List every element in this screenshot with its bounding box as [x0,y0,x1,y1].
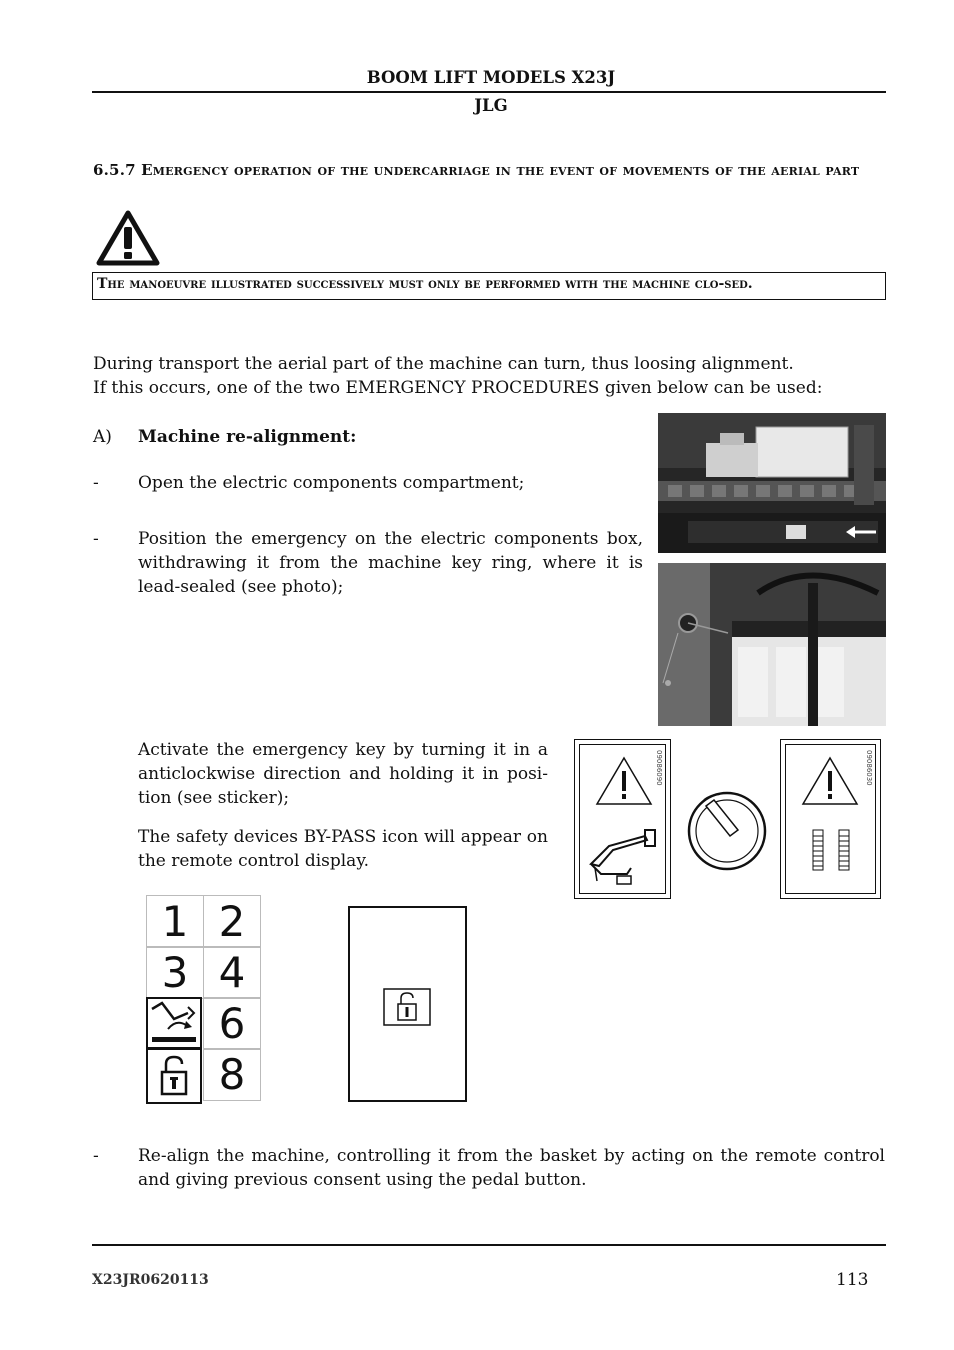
item-a-letter: A) [93,427,112,447]
warning-box: The manoeuvre illustrated successively must only be performed with the machine clo-sed. [92,272,886,300]
grid-cell-1: 1 [146,895,204,948]
grid-cell-bypass-icon [146,1048,202,1104]
boom-rotation-icon [148,999,200,1047]
grid-cell-boom-icon [146,997,202,1049]
item-a-title: Machine re-alignment: [138,427,357,447]
bypass-padlock-icon [148,1050,200,1102]
photo-electric-compartment [658,413,886,553]
header-model: BOOM LIFT MODELS X23J [366,68,616,87]
sticker-right-warning-icon [801,756,859,806]
photo-key-ring [658,563,886,726]
sticker-right-code: 09086030 [865,750,873,786]
grid-cell-6: 6 [203,997,261,1050]
section-title: 6.5.7 Emergency operation of the undercarriage in the event of movements of the aerial part [93,161,860,179]
emergency-key-dial-icon [686,790,768,872]
header-brand: JLG [474,96,508,115]
step-2-text: Position the emergency on the electric components box, withdrawing it from the machine key ring, where it is lead-sealed (see photo); [138,529,643,597]
footer-doc-code: X23JR0620113 [92,1272,209,1288]
step-1-text: Open the electric components compartment; [138,473,525,493]
sticker-left [574,739,671,899]
footer-page-number: 113 [836,1270,869,1290]
remote-display-grid [146,895,262,1103]
step-2-dash: - [93,529,99,549]
intro-line-2: If this occurs, one of the two EMERGENCY PROCEDURES given below can be used: [93,378,823,398]
grid-cell-8: 8 [203,1048,261,1101]
grid-cell-4: 4 [203,946,261,999]
header-rule [92,91,886,93]
sticker-left-warning-icon [595,756,653,806]
photo-key-ring-graphic [658,563,886,726]
intro-paragraph [93,352,885,400]
grid-cell-3: 3 [146,946,204,999]
step-5-text: Re-align the machine, controlling it from the basket by acting on the remote control and giving previous consent using the pedal button. [138,1146,885,1190]
sticker-left-code: 09086090 [655,750,663,786]
step-4-text: The safety devices BY-PASS icon will appear on the remote control display. [138,827,548,871]
machine-boom-icon [587,826,661,888]
intro-line-1: During transport the aerial part of the machine can turn, thus loosing alignment. [93,354,794,374]
display-padlock-icon [383,988,431,1026]
footer-rule [92,1244,886,1246]
photo-electric-compartment-graphic [658,413,886,553]
remote-display-panel [348,906,467,1102]
warning-triangle-icon [96,210,160,266]
grid-cell-2: 2 [203,895,261,948]
step-5-dash: - [93,1146,99,1166]
step-1-dash: - [93,473,99,493]
sticker-right [780,739,881,899]
step-3-text: Activate the emergency key by turning it in a anticlockwise direction and holding it in posi-tion (see sticker); [138,740,548,808]
joystick-levers-icon [811,828,851,872]
